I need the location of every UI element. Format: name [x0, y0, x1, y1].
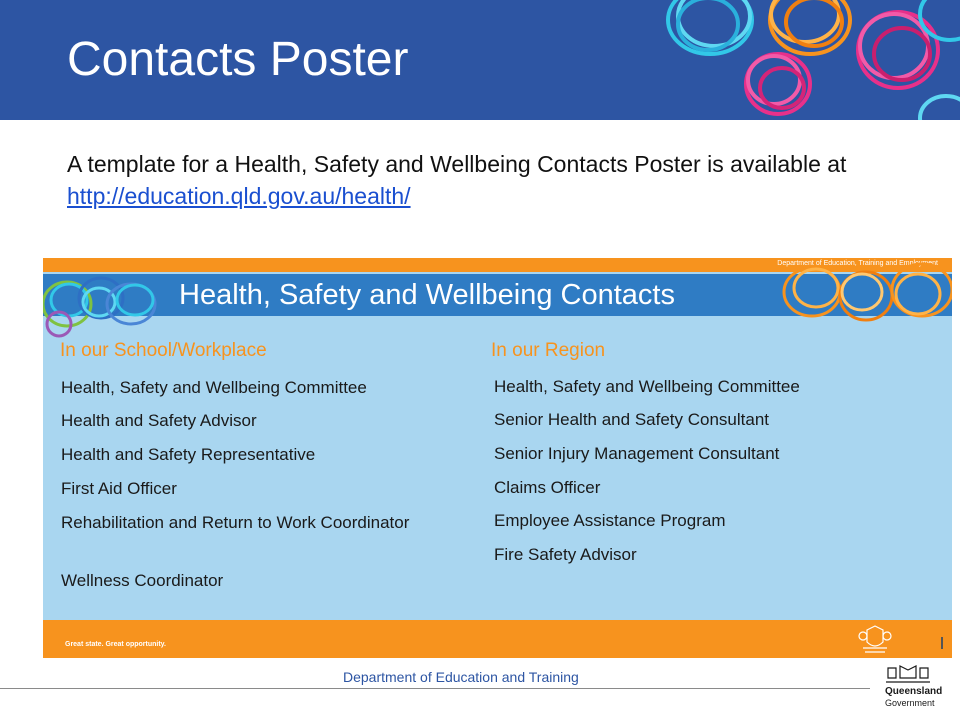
header-band — [0, 0, 960, 120]
list-item: First Aid Officer — [61, 479, 177, 498]
poster-slogan: Great state. Great opportunity. — [65, 641, 166, 648]
list-item: Employee Assistance Program — [494, 511, 726, 530]
footer-department: Department of Education and Training — [343, 669, 579, 685]
school-workplace-heading: In our School/Workplace — [60, 340, 267, 361]
scribble-circles-decoration — [650, 0, 960, 120]
intro-paragraph — [67, 148, 867, 212]
list-item: Health and Safety Representative — [61, 445, 316, 464]
scribble-circles-decoration — [778, 260, 952, 324]
list-item: Health, Safety and Wellbeing Committee — [61, 378, 367, 397]
poster-department-strip: Department of Education, Training and Employment — [777, 260, 938, 267]
queensland-crest-icon — [855, 622, 895, 656]
health-link[interactable]: http://education.qld.gov.au/health/ — [67, 183, 411, 209]
list-item: Fire Safety Advisor — [494, 545, 637, 564]
footer-logo-line2: Government — [885, 698, 935, 708]
contacts-poster-preview — [43, 258, 952, 658]
list-item: Health and Safety Advisor — [61, 411, 257, 430]
footer-divider — [0, 688, 870, 689]
list-item: Senior Health and Safety Consultant — [494, 410, 770, 429]
list-item: Rehabilitation and Return to Work Coordinator — [61, 513, 410, 532]
list-item: Wellness Coordinator — [61, 571, 224, 590]
footer-logo-line1: Queensland — [885, 686, 943, 697]
list-item: Senior Injury Management Consultant — [494, 444, 780, 463]
list-item: Health, Safety and Wellbeing Committee — [494, 377, 800, 396]
region-heading: In our Region — [491, 340, 606, 361]
edge-mark — [941, 637, 943, 649]
intro-text: A template for a Health, Safety and Wellbeing Contacts Poster is available at — [67, 151, 847, 177]
poster-title: Health, Safety and Wellbeing Contacts — [179, 279, 675, 311]
poster-bottom-strip — [43, 620, 952, 658]
slide-title: Contacts Poster — [67, 33, 409, 86]
scribble-circles-decoration — [43, 270, 169, 342]
list-item: Claims Officer — [494, 478, 601, 497]
